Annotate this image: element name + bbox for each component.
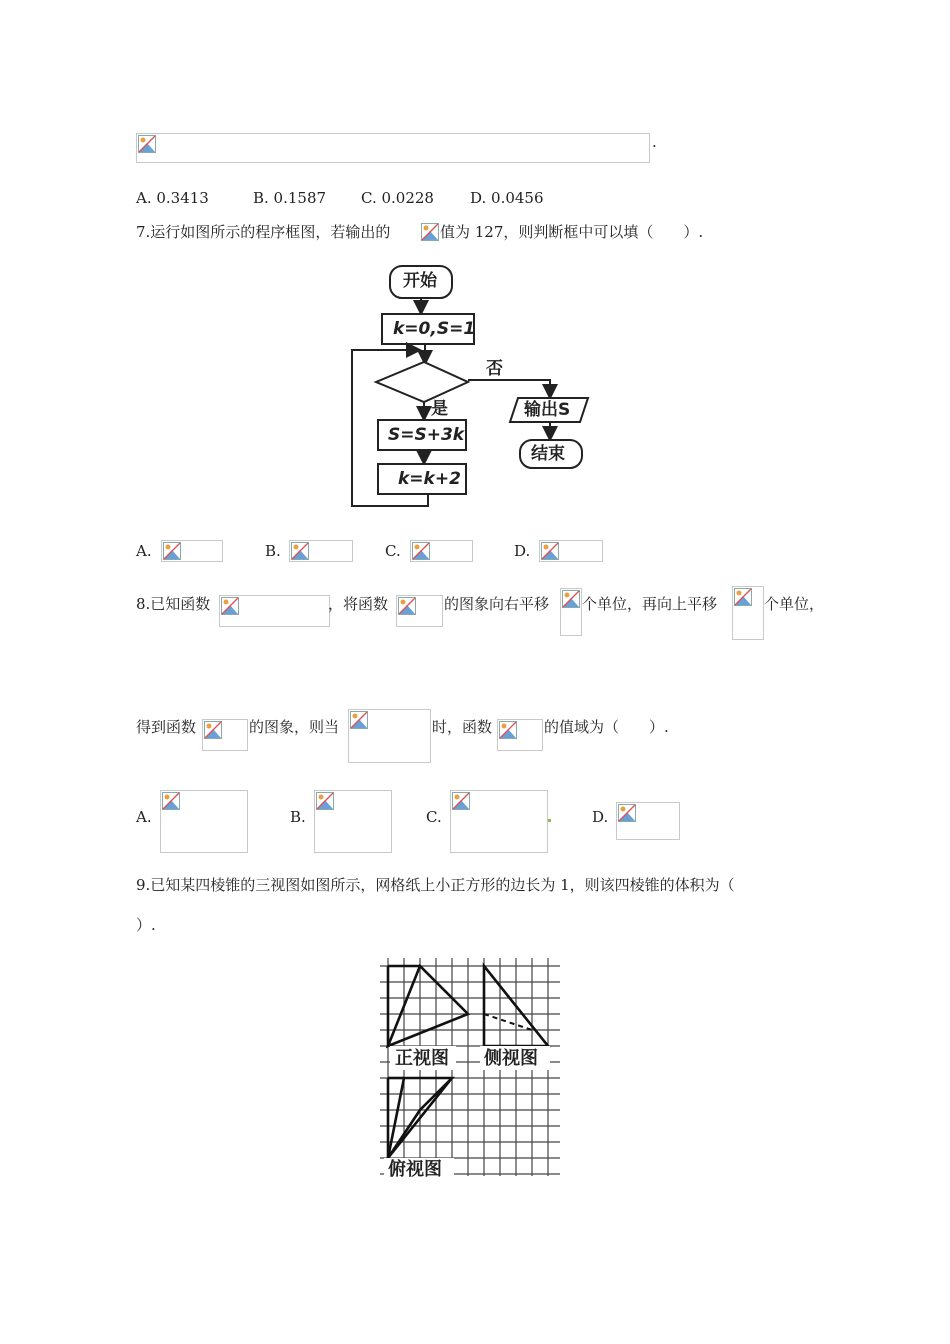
formula-image-placeholder <box>396 595 443 627</box>
decorative-dot <box>548 819 551 822</box>
front-view-label: 正视图 <box>395 1048 449 1069</box>
q8-text-f: 得到函数 <box>136 718 197 736</box>
flowchart-decision-diamond <box>376 362 468 402</box>
broken-image-icon <box>421 223 439 241</box>
flowchart-step1-label: S=S+3k <box>388 425 465 445</box>
q9-text-a: 9.已知某四棱锥的三视图如图所示，网格纸上小正方形的边长为 1，则该四棱锥的体积为（ <box>136 876 735 894</box>
q8-option-d: D. <box>592 808 609 826</box>
formula-image-placeholder <box>161 540 223 562</box>
flowchart-end-label: 结束 <box>531 444 565 464</box>
front-view <box>388 966 468 1046</box>
broken-image-icon <box>499 721 517 739</box>
q8-text-h: 时，函数 <box>432 718 493 736</box>
flowchart-output-label: 输出S <box>524 400 571 420</box>
three-view-figure <box>380 958 566 1182</box>
q8-option-b: B. <box>290 808 306 826</box>
broken-image-icon <box>398 597 416 615</box>
broken-image-icon <box>316 792 334 810</box>
formula-image-placeholder <box>136 133 650 163</box>
formula-image-placeholder <box>410 540 473 562</box>
q8-option-a: A. <box>136 808 152 826</box>
formula-image-placeholder <box>732 586 764 640</box>
flowchart-yes-label: 是 <box>431 399 448 419</box>
side-view-label: 侧视图 <box>484 1048 538 1069</box>
formula-image-placeholder <box>348 709 431 763</box>
formula-image-placeholder <box>616 802 680 840</box>
q6-option-b: B. 0.1587 <box>253 189 327 207</box>
broken-image-icon <box>541 542 559 560</box>
q8-text-g: 的图象，则当 <box>249 718 340 736</box>
q7-option-d: D. <box>514 542 531 560</box>
formula-image-placeholder <box>539 540 603 562</box>
q7-option-a: A. <box>136 542 152 560</box>
formula-image-placeholder <box>219 595 330 627</box>
formula-image-placeholder <box>450 790 548 853</box>
flowchart-step2-label: k=k+2 <box>398 469 461 489</box>
broken-image-icon <box>734 588 752 606</box>
q8-text-d: 个单位，再向上平移 <box>582 595 718 613</box>
formula-image-placeholder <box>497 719 543 751</box>
broken-image-icon <box>350 711 368 729</box>
q8-text-a: 8.已知函数 <box>136 595 211 613</box>
formula-image-placeholder <box>560 588 582 636</box>
flowchart-init-label: k=0,S=1 <box>393 319 476 339</box>
broken-image-icon <box>221 597 239 615</box>
q6-option-a: A. 0.3413 <box>136 189 209 207</box>
broken-image-icon <box>618 804 636 822</box>
q7-question-text-a: 7.运行如图所示的程序框图，若输出的 <box>136 223 391 241</box>
broken-image-icon <box>163 542 181 560</box>
q7-option-b: B. <box>265 542 281 560</box>
q8-text-b: ，将函数 <box>328 595 389 613</box>
broken-image-icon <box>162 792 180 810</box>
q8-option-c: C. <box>426 808 442 826</box>
broken-image-icon <box>204 721 222 739</box>
q7-question-text-b: 值为 127，则判断框中可以填（ ）. <box>440 223 704 241</box>
formula-image-placeholder <box>420 222 440 244</box>
formula-image-placeholder <box>289 540 353 562</box>
broken-image-icon <box>562 590 580 608</box>
flowchart-no-label: 否 <box>486 359 503 379</box>
q8-text-e: 个单位， <box>764 595 825 613</box>
q7-option-c: C. <box>385 542 401 560</box>
broken-image-icon <box>452 792 470 810</box>
q8-text-c: 的图象向右平移 <box>444 595 550 613</box>
q6-option-c: C. 0.0228 <box>361 189 434 207</box>
broken-image-icon <box>291 542 309 560</box>
flowchart-start-label: 开始 <box>403 271 437 291</box>
flowchart <box>340 260 600 510</box>
formula-image-placeholder <box>202 719 248 751</box>
q6-period: . <box>652 133 657 151</box>
q8-text-i: 的值域为（ ）. <box>544 718 669 736</box>
q9-text-b: ）. <box>136 916 156 934</box>
top-view-label: 俯视图 <box>388 1159 442 1180</box>
q6-option-d: D. 0.0456 <box>470 189 544 207</box>
formula-image-placeholder <box>160 790 248 853</box>
broken-image-icon <box>138 135 156 153</box>
formula-image-placeholder <box>314 790 392 853</box>
broken-image-icon <box>412 542 430 560</box>
